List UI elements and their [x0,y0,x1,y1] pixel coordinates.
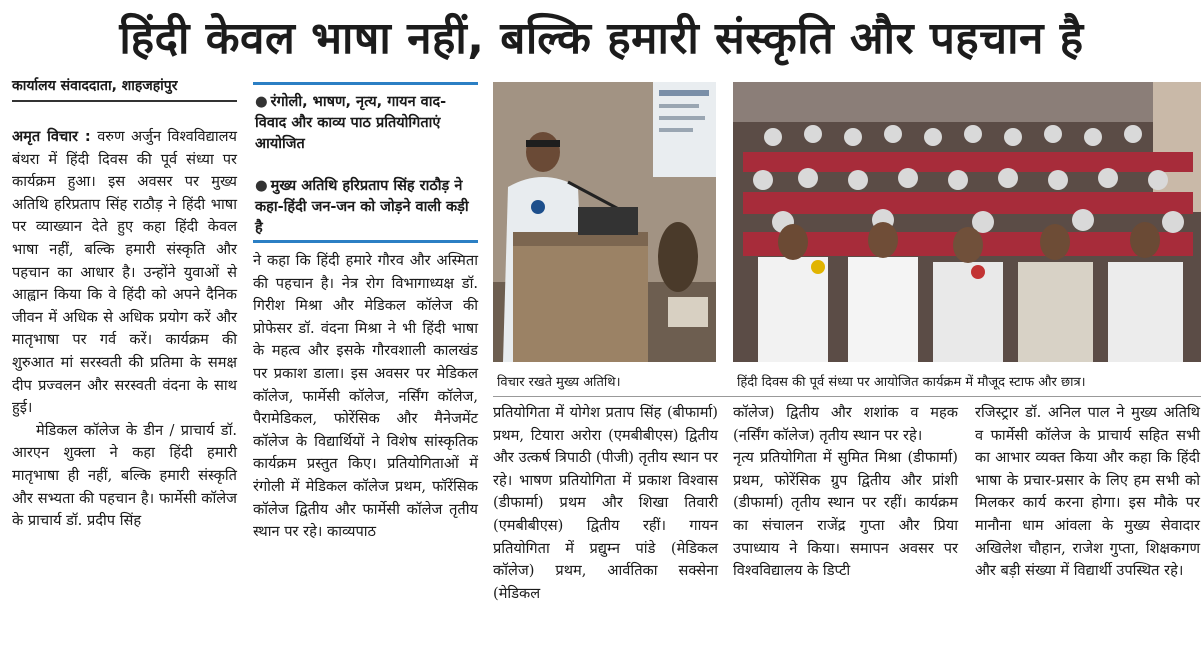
photo-caption: विचार रखते मुख्य अतिथि। [497,375,621,390]
article-paragraph: कॉलेज) द्वितीय और शशांक व महक (नर्सिंग कॉलेज) तृतीय स्थान पर रहे। [733,404,958,444]
photo-audience [733,82,1201,362]
paragraph-text: वरुण अर्जुन विश्वविद्यालय बंथरा में हिंदी दिवस की पूर्व संध्या पर कार्यक्रम हुआ। इस अवसर पर मुख्य अतिथि हरिप्रताप सिंह राठौड़ ने हिंदी भाषा पर व्याख्यान देते हुए कहा हिंदी केवल भाषा नहीं, बल्कि हमारी संस्कृति और पहचान का आधार है। उन्होंने युवाओं से आह्वान किया कि वे हिंदी को अपने दैनिक जीवन में अधिक से अधिक प्रयोग करें और मातृभाषा पर गर्व करें। कार्यक्रम की शुरुआत मां सरस्वती की प्रतिमा के समक्ष दीप प्रज्वलन और सरस्वती वंदना के साथ हुई। [12,128,237,417]
article-paragraph: प्रतियोगिता में योगेश प्रताप सिंह (बीफार्मा) प्रथम, टियारा अरोरा (एमबीबीएस) द्वितीय और उत्कर्ष त्रिपाठी (पीजी) तृतीय स्थान पर रहे। भाषण प्रतियोगिता में प्रकाश विश्वास (डीफार्मा) प्रथम और शिखा तिवारी (एमबीबीएस) द्वितीय रहीं। गायन प्रतियोगिता में प्रद्युम्न पांडे (मेडिकल कॉलेज) प्रथम, आर्वतिका सक्सेना (मेडिकल [493,404,718,602]
article-paragraph: रजिस्ट्रार डॉ. अनिल पाल ने मुख्य अतिथि व फार्मेसी कॉलेज के प्राचार्य सहित सभी का आभार व्यक्त किया और कहा कि हिंदी भाषा के प्रचार-प्रसार के लिए हम सभी को मिलकर कार्य करना होगा। इस मौके पर मानौना धाम आंवला के मुख्य सेवादार अखिलेश चौहान, राजेश गुप्ता, शिक्षकगण और बड़ी संख्या में विद्यार्थी उपस्थित रहे। [975,404,1200,580]
bullet-icon: ● [255,178,268,194]
byline: कार्यालय संवाददाता, शाहजहांपुर [12,76,237,102]
article-paragraph: मेडिकल कॉलेज के डीन / प्राचार्य डॉ. आरएन शुक्ला ने कहा हिंदी हमारी मातृभाषा ही नहीं, बल्कि हमारी संस्कृति और सभ्यता की पहचान है। फार्मेसी कॉलेज के प्राचार्य डॉ. प्रदीप सिंह [12,421,237,530]
highlights-box [253,82,478,242]
headline: हिंदी केवल भाषा नहीं, बल्कि हमारी संस्कृति और पहचान है [119,13,1084,64]
article-paragraph: ने कहा कि हिंदी हमारे गौरव और अस्मिता की पहचान है। नेत्र रोग विभागाध्यक्ष डॉ. गिरीश मिश्रा और मेडिकल कॉलेज की प्रोफेसर डॉ. वंदना मिश्रा ने भी हिंदी भाषा के महत्व और इसके गौरवशाली कालखंड पर प्रकाश डाला। इस अवसर पर मेडिकल कॉलेज, फार्मेसी कॉलेज, नर्सिंग कॉलेज, पैरामेडिकल, फोरेंसिक और मैनेजमेंट कॉलेज के विद्यार्थियों ने विशेष सांस्कृतिक कार्यक्रम प्रस्तुत किए। प्रतियोगिताओं में रंगोली में मेडिकल कॉलेज प्रथम, फॉरेंसिक कॉलेज द्वितीय और फार्मेसी कॉलेज तृतीय स्थान पर रहे। काव्यपाठ [253,252,478,541]
caption-divider [493,396,1201,397]
lead-tag: अमृत विचार : [12,128,91,145]
article-column-2 [253,250,478,544]
photo-speaker-at-podium [493,82,716,362]
article-column-1 [12,126,237,533]
article-column-3 [493,402,718,605]
article-paragraph [12,126,237,420]
photo-caption: हिंदी दिवस की पूर्व संध्या पर आयोजित कार्यक्रम में मौजूद स्टाफ और छात्र। [737,375,1086,390]
article-column-5 [975,402,1200,583]
bullet-icon: ● [255,94,268,110]
article-column-4 [733,402,958,583]
highlight-rule [253,240,478,243]
highlight-rule [253,82,478,85]
article-paragraph: नृत्य प्रतियोगिता में सुमित मिश्रा (डीफार्मा) प्रथम, फोरेंसिक ग्रुप द्वितीय और प्रांशी (डीफार्मा) तृतीय स्थान पर रहीं। कार्यक्रम का संचालन राजेंद्र गुप्ता और प्रिया उपाध्याय ने किया। समापन अवसर पर विश्वविद्यालय के डिप्टी [733,449,958,580]
highlight-item: ● मुख्य अतिथि हरिप्रताप सिंह राठौड़ ने कहा-हिंदी जन-जन को जोड़ने वाली कड़ी है [255,178,469,236]
highlight-item: ● रंगोली, भाषण, नृत्य, गायन वाद-विवाद और काव्य पाठ प्रतियोगिताएं आयोजित [255,94,447,152]
